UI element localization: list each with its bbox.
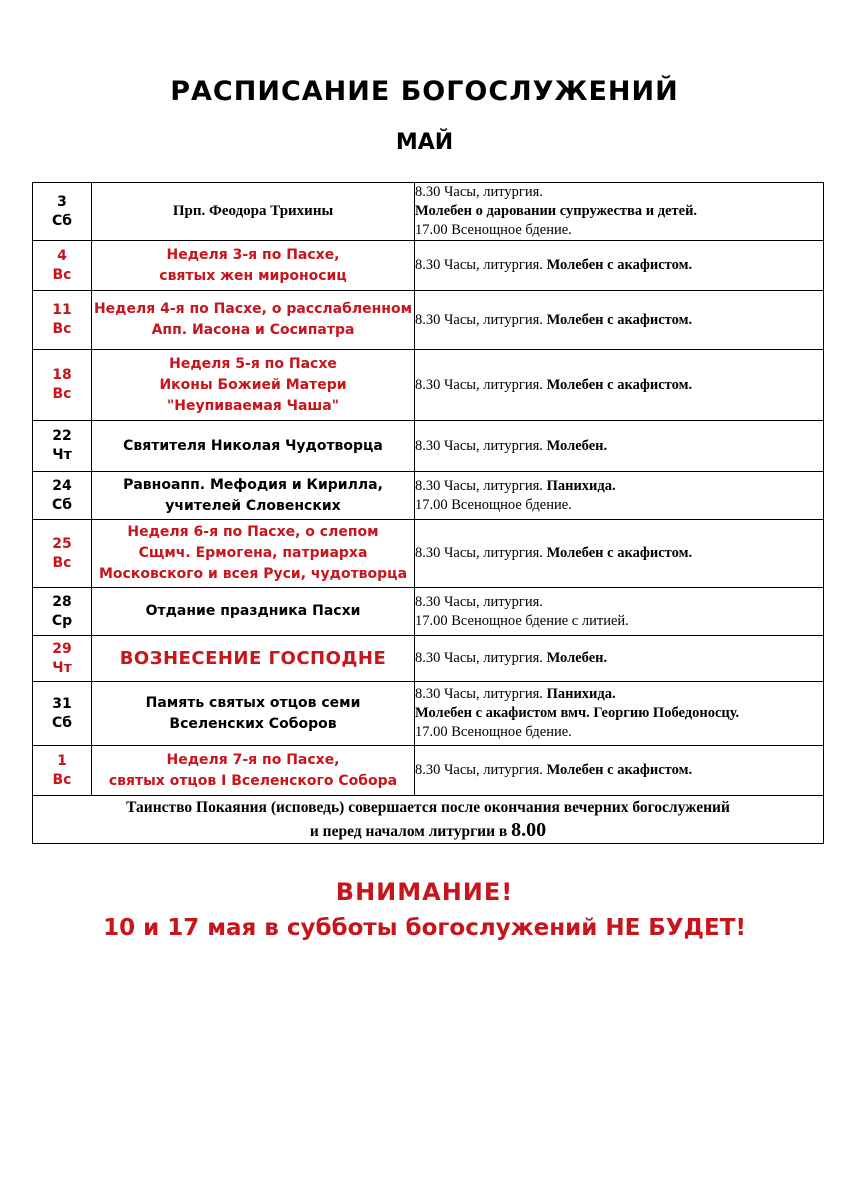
event-cell — [92, 636, 415, 682]
page-title: РАСПИСАНИЕ БОГОСЛУЖЕНИЙ — [170, 76, 679, 107]
service-cell — [415, 472, 824, 520]
schedule-table — [32, 182, 824, 844]
day-number: 24 — [52, 477, 72, 494]
date-cell — [33, 588, 92, 636]
schedule-row — [33, 746, 824, 796]
event-cell — [92, 183, 415, 241]
schedule-row — [33, 421, 824, 472]
event-cell — [92, 472, 415, 520]
day-number: 29 — [52, 640, 72, 657]
event-line: Неделя 5-я по Пасхе — [169, 355, 337, 372]
weekday: Сб — [51, 496, 73, 513]
schedule-row — [33, 682, 824, 746]
service-line: 17.00 Всенощное бдение. — [415, 724, 572, 740]
date-cell — [33, 682, 92, 746]
service-line: 8.30 Часы, литургия. Молебен с акафистом. — [415, 376, 693, 393]
weekday: Вс — [52, 386, 72, 402]
day-number: 11 — [52, 302, 72, 318]
confession-note-row — [33, 796, 824, 844]
service-cell — [415, 183, 824, 241]
weekday: Чт — [52, 659, 72, 676]
event-line: ВОЗНЕСЕНИЕ ГОСПОДНЕ — [119, 648, 387, 669]
event-line: Апп. Иасона и Сосипатра — [151, 322, 355, 338]
service-cell — [415, 350, 824, 421]
service-cell — [415, 241, 824, 291]
service-line: 8.30 Часы, литургия. Панихида. — [415, 686, 616, 702]
service-line: 8.30 Часы, литургия. — [415, 593, 543, 610]
day-number: 18 — [52, 367, 72, 383]
service-cell — [415, 421, 824, 472]
date-cell — [33, 350, 92, 421]
schedule-row — [33, 291, 824, 350]
service-line: 8.30 Часы, литургия. — [415, 184, 543, 200]
event-line: Неделя 6-я по Пасхе, о слепом — [127, 524, 379, 540]
schedule-row — [33, 241, 824, 291]
event-cell — [92, 421, 415, 472]
date-cell — [33, 746, 92, 796]
service-cell — [415, 636, 824, 682]
service-line: 17.00 Всенощное бдение. — [415, 496, 572, 513]
date-cell — [33, 636, 92, 682]
weekday: Ср — [51, 612, 73, 629]
event-line: святых отцов I Вселенского Собора — [108, 772, 398, 789]
date-cell — [33, 183, 92, 241]
event-cell — [92, 746, 415, 796]
date-cell — [33, 472, 92, 520]
month-title: МАЙ — [395, 130, 454, 155]
schedule-row — [33, 350, 824, 421]
day-number: 3 — [57, 193, 67, 210]
service-line: 8.30 Часы, литургия. Молебен с акафистом. — [415, 311, 693, 328]
weekday: Вс — [52, 554, 72, 571]
service-line: 8.30 Часы, литургия. Молебен. — [415, 437, 608, 454]
confession-line: и перед началом литургии в 8.00 — [309, 819, 547, 841]
event-cell — [92, 350, 415, 421]
service-line: 8.30 Часы, литургия. Молебен с акафистом. — [415, 257, 693, 273]
day-number: 31 — [52, 695, 72, 712]
date-cell — [33, 291, 92, 350]
event-line: Память святых отцов семи — [145, 694, 361, 711]
weekday: Сб — [51, 714, 73, 731]
event-line: Неделя 3-я по Пасхе, — [166, 246, 340, 263]
event-cell — [92, 520, 415, 588]
date-cell — [33, 421, 92, 472]
weekday: Вс — [52, 771, 72, 788]
day-number: 22 — [52, 428, 72, 444]
date-cell — [33, 241, 92, 291]
service-line: Молебен о даровании супружества и детей. — [415, 203, 698, 219]
day-number: 25 — [52, 535, 72, 552]
event-line: Иконы Божией Матери — [159, 376, 347, 393]
service-line: 17.00 Всенощное бдение с литией. — [415, 612, 629, 629]
event-line: Неделя 7-я по Пасхе, — [166, 751, 340, 768]
weekday: Вс — [52, 321, 72, 337]
service-line: 8.30 Часы, литургия. Панихида. — [415, 477, 616, 494]
event-line: Неделя 4-я по Пасхе, о расслабленном — [93, 301, 413, 317]
event-cell — [92, 241, 415, 291]
schedule-row — [33, 588, 824, 636]
service-line: 8.30 Часы, литургия. Молебен с акафистом. — [415, 762, 693, 778]
service-cell — [415, 682, 824, 746]
weekday: Чт — [52, 447, 72, 463]
date-cell — [33, 520, 92, 588]
service-cell — [415, 291, 824, 350]
service-cell — [415, 588, 824, 636]
event-line: Святителя Николая Чудотворца — [123, 437, 383, 454]
service-line: 8.30 Часы, литургия. Молебен с акафистом. — [415, 545, 693, 561]
event-line: Сщмч. Ермогена, патриарха — [138, 545, 368, 561]
event-cell — [92, 291, 415, 350]
event-line: Прп. Феодора Трихины — [172, 203, 334, 219]
event-line: Равноапп. Мефодия и Кирилла, — [123, 476, 383, 493]
event-line: святых жен мироносиц — [159, 267, 347, 284]
confession-time: 8.00 — [511, 819, 547, 841]
event-cell — [92, 588, 415, 636]
event-line: Вселенских Соборов — [169, 715, 337, 732]
service-cell — [415, 746, 824, 796]
service-line: 17.00 Всенощное бдение. — [415, 222, 572, 238]
day-number: 4 — [57, 247, 67, 264]
service-cell — [415, 520, 824, 588]
service-line: 8.30 Часы, литургия. Молебен. — [415, 650, 608, 666]
weekday: Сб — [51, 212, 73, 229]
schedule-row — [33, 183, 824, 241]
confession-line: Таинство Покаяния (исповедь) совершается после окончания вечерних богослужений — [126, 799, 730, 816]
event-line: "Неупиваемая Чаша" — [166, 397, 340, 414]
day-number: 1 — [57, 752, 67, 769]
service-line: Молебен с акафистом вмч. Георгию Победоносцу. — [415, 705, 740, 721]
weekday: Вс — [52, 266, 72, 283]
cancellation-notice: 10 и 17 мая в субботы богослужений НЕ БУДЕТ! — [103, 915, 746, 941]
attention-heading: ВНИМАНИЕ! — [335, 878, 514, 906]
schedule-row — [33, 636, 824, 682]
event-line: учителей Словенских — [165, 497, 341, 514]
schedule-row — [33, 472, 824, 520]
confession-note — [33, 796, 824, 844]
event-line: Московского и всея Руси, чудотворца — [98, 566, 408, 582]
event-line: Отдание праздника Пасхи — [145, 603, 361, 619]
event-cell — [92, 682, 415, 746]
schedule-row — [33, 520, 824, 588]
day-number: 28 — [52, 593, 72, 610]
